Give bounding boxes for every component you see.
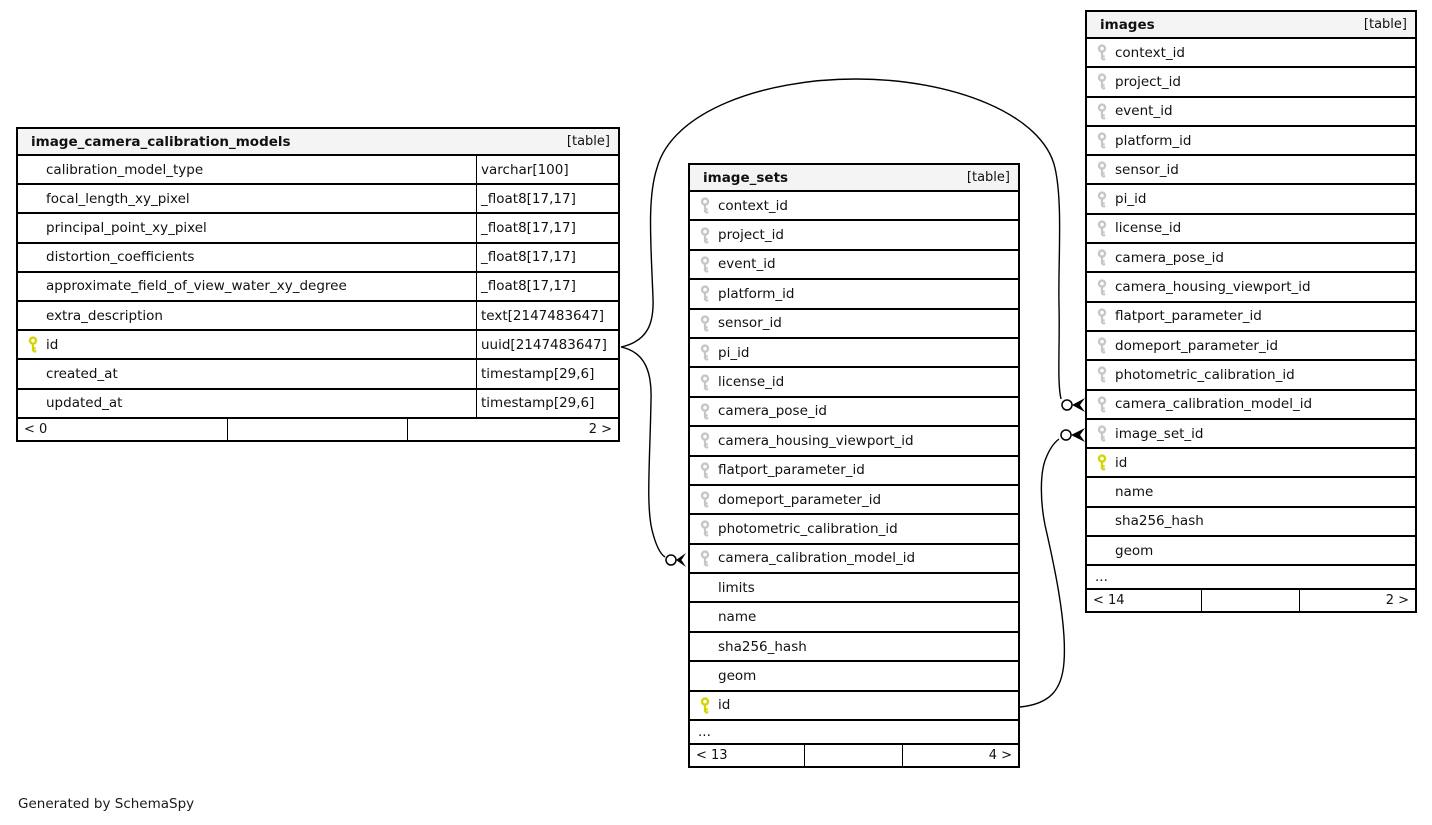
table-card-image-sets [688, 163, 1020, 768]
table-row [1087, 273, 1415, 302]
column-type: uuid[2147483647] [476, 331, 618, 358]
column-name: event_id [718, 256, 776, 273]
table-row [690, 662, 1018, 691]
relationship-line-image-sets-to-images [1020, 439, 1064, 707]
foreign-key-icon [699, 520, 711, 537]
foreign-key-icon [699, 285, 711, 302]
column-name: camera_calibration_model_id [1115, 396, 1313, 413]
table-row [18, 214, 618, 243]
foreign-key-icon [699, 462, 711, 479]
key-cell [690, 192, 718, 219]
foreign-key-icon [699, 374, 711, 391]
crow-foot-images-image-set [1071, 428, 1085, 442]
table-row [690, 633, 1018, 662]
column-name: extra_description [46, 307, 163, 324]
footer-children-count: 2 > [588, 421, 612, 437]
key-cell [1087, 98, 1115, 125]
foreign-key-icon [699, 227, 711, 244]
column-type: text[2147483647] [476, 302, 618, 329]
key-cell [18, 331, 46, 358]
footer-spacer-cell [805, 745, 903, 766]
key-cell [690, 515, 718, 542]
table-title[interactable]: image_sets [703, 169, 789, 186]
key-cell [1087, 68, 1115, 95]
table-row [18, 273, 618, 302]
column-name: platform_id [718, 285, 795, 302]
key-cell [690, 427, 718, 454]
table-title[interactable]: images [1100, 16, 1155, 33]
column-name: domeport_parameter_id [718, 491, 882, 508]
key-cell [18, 244, 46, 271]
key-cell [1087, 127, 1115, 154]
column-name: name [1115, 484, 1154, 501]
table-row [690, 574, 1018, 603]
key-cell [690, 633, 718, 660]
key-cell [1087, 420, 1115, 447]
table-tag-label: [table] [1363, 17, 1407, 32]
table-row [1087, 39, 1415, 68]
column-name: geom [1115, 542, 1154, 559]
column-name: license_id [1115, 220, 1182, 237]
table-row [690, 457, 1018, 486]
crow-foot-images-calibration [1072, 398, 1085, 412]
table-row [18, 360, 618, 389]
column-type: varchar[100] [476, 156, 618, 183]
primary-key-icon [699, 697, 711, 714]
column-name: platform_id [1115, 132, 1192, 149]
foreign-key-icon [699, 491, 711, 508]
table-row [690, 692, 1018, 721]
column-name: id [1115, 454, 1128, 471]
table-footer [18, 419, 618, 440]
column-name: project_id [718, 227, 784, 244]
table-row [690, 427, 1018, 456]
column-type: _float8[17,17] [476, 244, 618, 271]
table-row [690, 310, 1018, 339]
table-row [690, 545, 1018, 574]
column-name: name [718, 609, 757, 626]
table-row [690, 368, 1018, 397]
column-name: flatport_parameter_id [1115, 308, 1262, 325]
table-row [18, 390, 618, 419]
column-name: domeport_parameter_id [1115, 337, 1279, 354]
foreign-key-icon [1096, 44, 1108, 61]
foreign-key-icon [699, 550, 711, 567]
table-row [18, 244, 618, 273]
column-name: camera_pose_id [718, 403, 827, 420]
column-name: image_set_id [1115, 425, 1204, 442]
column-name: focal_length_xy_pixel [46, 190, 190, 207]
column-name: camera_housing_viewport_id [718, 432, 914, 449]
key-cell [1087, 185, 1115, 212]
table-row [1087, 156, 1415, 185]
column-name: flatport_parameter_id [718, 462, 865, 479]
foreign-key-icon [699, 432, 711, 449]
column-name: camera_calibration_model_id [718, 550, 916, 567]
table-title[interactable]: image_camera_calibration_models [31, 133, 291, 150]
table-row [1087, 332, 1415, 361]
key-cell [18, 185, 46, 212]
column-type: timestamp[29,6] [476, 390, 618, 417]
foreign-key-icon [1096, 103, 1108, 120]
key-cell [690, 368, 718, 395]
table-row [1087, 215, 1415, 244]
foreign-key-icon [1096, 279, 1108, 296]
table-row [1087, 244, 1415, 273]
column-name: updated_at [46, 395, 123, 412]
key-cell [690, 574, 718, 601]
column-name: photometric_calibration_id [718, 520, 898, 537]
key-cell [18, 302, 46, 329]
key-cell [690, 692, 718, 719]
table-row [1087, 420, 1415, 449]
column-name: distortion_coefficients [46, 249, 195, 266]
foreign-key-icon [699, 403, 711, 420]
key-cell [1087, 215, 1115, 242]
column-name: camera_pose_id [1115, 249, 1224, 266]
key-cell [690, 398, 718, 425]
footer-parents-count: < 0 [18, 419, 228, 440]
key-cell [1087, 361, 1115, 388]
column-name: approximate_field_of_view_water_xy_degree [46, 278, 347, 295]
key-cell [690, 310, 718, 337]
foreign-key-icon [1096, 161, 1108, 178]
column-name: event_id [1115, 103, 1173, 120]
generated-by-note: Generated by SchemaSpy [18, 796, 195, 812]
footer-parents-count: < 13 [690, 745, 805, 766]
table-tag-label: [table] [566, 134, 610, 149]
foreign-key-icon [1096, 396, 1108, 413]
nullable-circle-images-calibration [1062, 400, 1072, 410]
table-row [690, 486, 1018, 515]
table-row [690, 603, 1018, 632]
foreign-key-icon [1096, 220, 1108, 237]
table-row [18, 331, 618, 360]
footer-children-count: 2 > [1385, 593, 1409, 609]
key-cell [690, 221, 718, 248]
column-name: id [46, 336, 59, 353]
key-cell [18, 273, 46, 300]
column-type: _float8[17,17] [476, 214, 618, 241]
table-row [690, 280, 1018, 309]
foreign-key-icon [1096, 308, 1108, 325]
key-cell [690, 457, 718, 484]
key-cell [690, 662, 718, 689]
table-row [1087, 185, 1415, 214]
table-header [1087, 12, 1415, 39]
foreign-key-icon [1096, 425, 1108, 442]
key-cell [1087, 273, 1115, 300]
table-footer [1087, 590, 1415, 611]
column-name: license_id [718, 374, 785, 391]
key-cell [1087, 156, 1115, 183]
column-type: _float8[17,17] [476, 273, 618, 300]
table-row [1087, 98, 1415, 127]
table-row [1087, 303, 1415, 332]
table-tag-label: [table] [966, 170, 1010, 185]
key-cell [18, 360, 46, 387]
key-cell [1087, 508, 1115, 535]
crow-foot-image-sets [676, 553, 686, 567]
key-cell [690, 280, 718, 307]
footer-spacer-cell [228, 419, 408, 440]
table-row [18, 302, 618, 331]
table-row [1087, 361, 1415, 390]
table-row [690, 221, 1018, 250]
column-name: camera_housing_viewport_id [1115, 279, 1311, 296]
column-name: sha256_hash [718, 638, 807, 655]
table-row [1087, 537, 1415, 566]
foreign-key-icon [699, 315, 711, 332]
table-footer [690, 745, 1018, 766]
column-name: sha256_hash [1115, 513, 1204, 530]
key-cell [1087, 478, 1115, 505]
foreign-key-icon [1096, 337, 1108, 354]
key-cell [690, 339, 718, 366]
nullable-circle-image-sets [666, 555, 676, 565]
ellipsis-row: ... [1087, 566, 1415, 590]
key-cell [1087, 391, 1115, 418]
table-card-image-camera-calibration-models [16, 127, 620, 442]
column-name: pi_id [718, 344, 750, 361]
table-card-images [1085, 10, 1417, 613]
key-cell [1087, 332, 1115, 359]
key-cell [18, 214, 46, 241]
footer-spacer-cell [1202, 590, 1300, 611]
key-cell [1087, 39, 1115, 66]
table-row [1087, 391, 1415, 420]
column-name: geom [718, 667, 757, 684]
foreign-key-icon [1096, 73, 1108, 90]
table-row [1087, 127, 1415, 156]
ellipsis-row: ... [690, 721, 1018, 745]
key-cell [690, 251, 718, 278]
primary-key-icon [1096, 454, 1108, 471]
foreign-key-icon [1096, 132, 1108, 149]
column-type: timestamp[29,6] [476, 360, 618, 387]
column-name: created_at [46, 365, 118, 382]
key-cell [18, 390, 46, 417]
column-name: sensor_id [718, 315, 782, 332]
column-name: project_id [1115, 73, 1181, 90]
column-type: _float8[17,17] [476, 185, 618, 212]
table-header [18, 129, 618, 156]
column-name: context_id [1115, 44, 1185, 61]
table-row [690, 515, 1018, 544]
table-row [1087, 508, 1415, 537]
foreign-key-icon [699, 197, 711, 214]
foreign-key-icon [1096, 191, 1108, 208]
key-cell [1087, 537, 1115, 564]
key-cell [690, 603, 718, 630]
key-cell [690, 486, 718, 513]
primary-key-icon [27, 336, 39, 353]
column-name: principal_point_xy_pixel [46, 219, 207, 236]
table-row [690, 192, 1018, 221]
nullable-circle-images-image-set [1061, 430, 1071, 440]
table-header [690, 165, 1018, 192]
column-name: id [718, 697, 731, 714]
relationship-line-calibration-to-image-sets [621, 347, 665, 557]
column-name: context_id [718, 197, 788, 214]
key-cell [1087, 244, 1115, 271]
table-row [1087, 478, 1415, 507]
foreign-key-icon [699, 344, 711, 361]
footer-parents-count: < 14 [1087, 590, 1202, 611]
column-name: calibration_model_type [46, 161, 204, 178]
table-row [1087, 68, 1415, 97]
column-name: limits [718, 579, 755, 596]
table-row [690, 398, 1018, 427]
foreign-key-icon [1096, 366, 1108, 383]
table-row [690, 339, 1018, 368]
foreign-key-icon [699, 256, 711, 273]
column-name: sensor_id [1115, 161, 1179, 178]
footer-children-count: 4 > [988, 748, 1012, 764]
table-row [18, 156, 618, 185]
foreign-key-icon [1096, 249, 1108, 266]
column-name: photometric_calibration_id [1115, 366, 1295, 383]
table-row [1087, 449, 1415, 478]
column-name: pi_id [1115, 191, 1147, 208]
table-row [690, 251, 1018, 280]
key-cell [690, 545, 718, 572]
table-row [18, 185, 618, 214]
key-cell [1087, 303, 1115, 330]
key-cell [18, 156, 46, 183]
key-cell [1087, 449, 1115, 476]
